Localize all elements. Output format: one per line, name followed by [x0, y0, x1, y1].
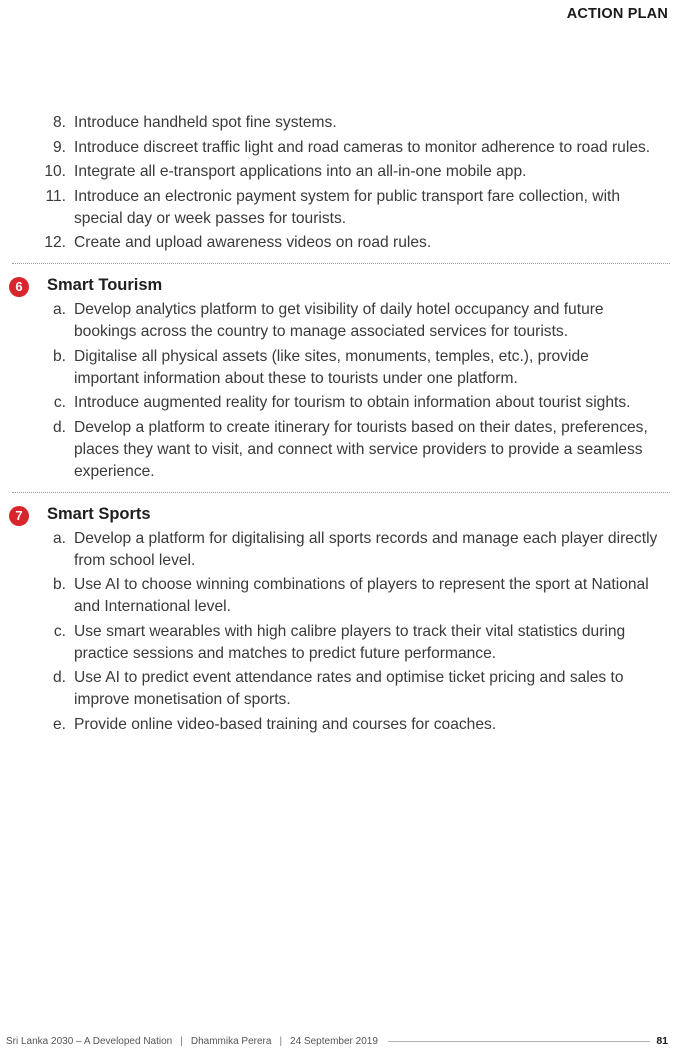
list-item	[0, 392, 682, 414]
list-item	[0, 161, 682, 183]
list-marker: 10.	[44, 163, 66, 180]
list-item-text: Digitalise all physical assets (like sites, monuments, temples, etc.), provide important information about these to tourists under one platform.	[74, 347, 589, 387]
footer-publication: Sri Lanka 2030 – A Developed Nation	[6, 1035, 173, 1047]
list-item-text: Use AI to predict event attendance rates and optimise ticket pricing and sales to improve monetisation of sports.	[74, 669, 624, 708]
footer-separator: |	[279, 1035, 283, 1047]
section-number-badge: 6	[9, 277, 29, 297]
list-item-text: Introduce an electronic payment system for public transport fare collection, with special day or week passes for tourists.	[74, 187, 621, 227]
list-item-text: Use AI to choose winning combinations of players to represent the sport at National and International level.	[74, 576, 649, 615]
list-marker: c.	[53, 394, 66, 411]
list-marker: 9.	[52, 138, 66, 156]
list-marker: 8.	[52, 114, 66, 131]
list-marker: c.	[53, 622, 66, 640]
list-item	[0, 621, 682, 665]
section-divider	[12, 492, 670, 493]
list-item	[0, 299, 682, 343]
footer-date: 24 September 2019	[290, 1035, 378, 1047]
section-divider	[12, 263, 670, 264]
list-marker: d.	[52, 669, 66, 686]
list-item-text: Introduce augmented reality for tourism to obtain information about tourist sights.	[74, 394, 631, 411]
page-header-title: ACTION PLAN	[566, 6, 668, 22]
list-item	[0, 346, 682, 390]
list-item-text: Create and upload awareness videos on road rules.	[74, 234, 432, 251]
list-item	[0, 667, 682, 711]
list-item	[0, 528, 682, 572]
list-item-text: Use smart wearables with high calibre players to track their vital statistics during practice sessions and matches to predict future performance.	[74, 622, 626, 662]
list-item-text: Provide online video-based training and courses for coaches.	[74, 715, 497, 733]
list-item-text: Introduce discreet traffic light and road cameras to monitor adherence to road rules.	[74, 138, 651, 156]
list-marker: a.	[52, 529, 66, 547]
footer-separator: |	[180, 1035, 183, 1047]
list-item	[0, 232, 682, 254]
transport-action-list	[0, 112, 682, 254]
list-item-text: Develop analytics platform to get visibility of daily hotel occupancy and future bookings across the country to manage associated services for tourists.	[74, 301, 604, 340]
list-item-text: Introduce handheld spot fine systems.	[74, 114, 337, 131]
section-title: Smart Sports	[47, 504, 151, 523]
list-item-text: Integrate all e-transport applications into an all-in-one mobile app.	[74, 163, 527, 180]
page-footer	[6, 1034, 668, 1048]
footer-rule	[388, 1041, 650, 1042]
list-marker: e.	[52, 715, 66, 733]
list-marker: 11.	[45, 187, 66, 205]
list-item-text: Develop a platform for digitalising all sports records and manage each player directly from school level.	[74, 529, 658, 569]
list-marker: d.	[52, 418, 66, 436]
list-marker: 12.	[44, 234, 66, 251]
section-number-badge: 7	[9, 506, 29, 526]
list-item	[0, 137, 682, 159]
list-item	[0, 417, 682, 483]
list-item-text: Develop a platform to create itinerary for tourists based on their dates, preferences, places they want to visit, and connect with service providers to provide a seamless experience.	[74, 418, 648, 480]
footer-author: Dhammika Perera	[190, 1035, 272, 1047]
list-marker: a.	[52, 301, 66, 318]
page-content	[0, 112, 682, 738]
section-title: Smart Tourism	[47, 276, 163, 294]
list-marker: b.	[52, 347, 66, 365]
sports-section-header	[0, 504, 682, 528]
tourism-action-list	[0, 299, 682, 483]
tourism-section-header	[0, 275, 682, 299]
sports-action-list	[0, 528, 682, 736]
list-marker: b.	[52, 576, 66, 593]
list-item	[0, 714, 682, 736]
list-item	[0, 112, 682, 134]
list-item	[0, 186, 682, 230]
list-item	[0, 574, 682, 618]
page-number: 81	[656, 1035, 668, 1047]
